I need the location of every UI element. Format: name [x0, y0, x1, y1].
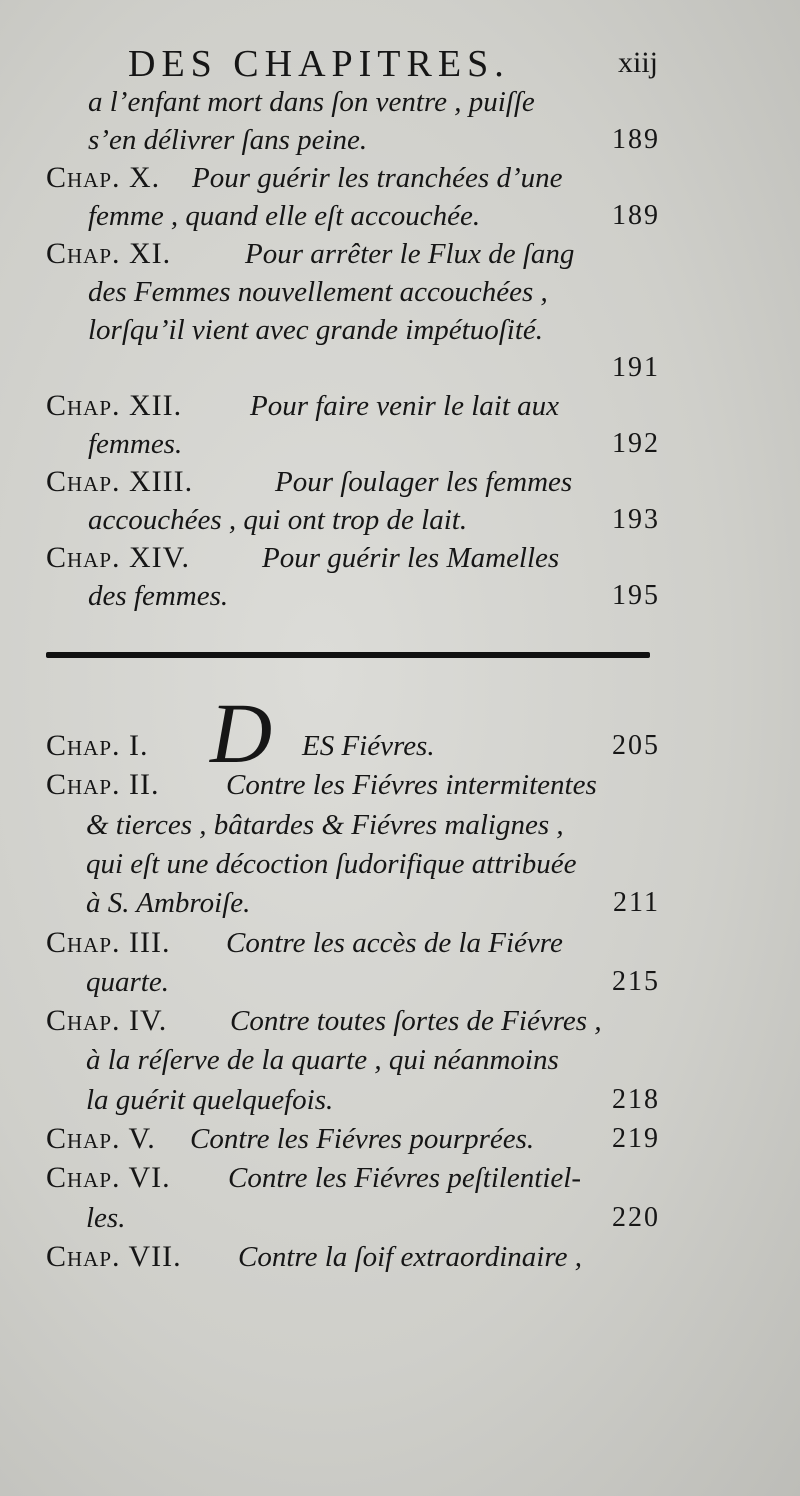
- chapter-title: à la réſerve de la quarte , qui néanmoins: [86, 1044, 559, 1077]
- page-number: 189: [612, 200, 660, 231]
- chapter-title: Contre la ſoif extraordinaire ,: [238, 1240, 582, 1273]
- chapter-number: Chap. XIV.: [46, 541, 190, 574]
- drop-cap: D: [210, 685, 273, 781]
- chapter-number: Chap. X.: [46, 161, 161, 194]
- page-number: 189: [612, 124, 660, 155]
- chapter-title: femmes.: [88, 428, 183, 460]
- chapter-title: Contre toutes ſortes de Fiévres ,: [230, 1005, 602, 1038]
- chapter-title: des femmes.: [88, 580, 229, 612]
- chapter-title: à S. Ambroiſe.: [86, 887, 251, 920]
- toc-line: [0, 234, 660, 274]
- header-title: DES CHAPITRES.: [128, 43, 510, 85]
- toc-line: [0, 500, 660, 540]
- chapter-number: Chap. I.: [46, 729, 149, 762]
- chapter-title: Pour ſoulager les femmes: [275, 466, 573, 498]
- toc-line: [0, 1198, 660, 1238]
- toc-line: [0, 726, 660, 766]
- page-number: 219: [612, 1123, 660, 1154]
- chapter-title: Pour faire venir le lait aux: [250, 390, 560, 422]
- chapter-number: Chap. XI.: [46, 237, 172, 270]
- chapter-number: Chap. VII.: [46, 1239, 182, 1273]
- chapter-title: Contre les accès de la Fiévre: [226, 926, 563, 959]
- chapter-title: Pour guérir les tranchées d’une: [192, 162, 563, 194]
- toc-line: [0, 538, 660, 578]
- page-number: 220: [612, 1201, 660, 1233]
- chapter-title: accouchées , qui ont trop de lait.: [88, 504, 468, 536]
- page-number: 205: [612, 730, 660, 761]
- toc-line: [0, 82, 660, 122]
- toc-line: [0, 883, 660, 923]
- header-page-number: xiij: [617, 46, 658, 79]
- toc-line: [0, 1158, 660, 1198]
- section-divider: [46, 652, 650, 658]
- chapter-number: Chap. XIII.: [46, 465, 194, 498]
- chapter-title: s’en délivrer ſans peine.: [88, 124, 368, 156]
- chapter-title: qui eſt une décoction ſudorifique attribuée: [86, 847, 577, 880]
- chapter-title: femme , quand elle eſt accouchée.: [88, 200, 481, 232]
- chapter-number: Chap. XII.: [46, 389, 183, 422]
- chapter-number: Chap. IV.: [46, 1004, 168, 1038]
- chapter-title: Pour arrêter le Flux de ſang: [245, 238, 575, 270]
- toc-line: [0, 1237, 660, 1277]
- toc-line: [0, 462, 660, 502]
- chapter-number: Chap. VI.: [46, 1161, 171, 1195]
- page-number: 193: [612, 504, 660, 535]
- page-number: 218: [612, 1083, 660, 1115]
- chapter-title: la guérit quelquefois.: [86, 1083, 334, 1116]
- toc-line: [0, 386, 660, 426]
- chapter-title: les.: [86, 1201, 126, 1234]
- toc-line: [0, 1119, 660, 1159]
- toc-line: [0, 310, 660, 350]
- toc-line: [0, 120, 660, 160]
- toc-line: [0, 1080, 660, 1120]
- chapter-title: Contre les Fiévres intermitentes: [226, 769, 597, 802]
- page-number: 195: [612, 580, 660, 611]
- chapter-number: Chap. II.: [46, 768, 160, 802]
- toc-line: [0, 424, 660, 464]
- toc-line: [0, 158, 660, 198]
- page-number: 211: [613, 887, 660, 919]
- chapter-title: Pour guérir les Mamelles: [262, 542, 560, 574]
- chapter-title: & tierces , bâtardes & Fiévres malignes ,: [86, 808, 564, 841]
- chapter-title: des Femmes nouvellement accouchées ,: [88, 276, 548, 308]
- toc-line: [0, 962, 660, 1002]
- toc-line: [0, 348, 660, 388]
- toc-line: [0, 923, 660, 963]
- toc-line: [0, 844, 660, 884]
- toc-line: [0, 1001, 660, 1041]
- toc-line: [0, 196, 660, 236]
- page-number: 215: [612, 965, 660, 997]
- chapter-title: a l’enfant mort dans ſon ventre , puiſſe: [88, 86, 535, 118]
- page-number: 192: [612, 428, 660, 459]
- chapter-title: Contre les Fiévres peſtilentiel-: [228, 1162, 581, 1195]
- chapter-title: lorſqu’il vient avec grande impétuoſité.: [88, 314, 544, 346]
- page-number: 191: [612, 352, 660, 383]
- chapter-title: ES Fiévres.: [302, 730, 435, 762]
- chapter-title: quarte.: [86, 965, 169, 998]
- toc-line: [0, 805, 660, 845]
- toc-line: [0, 272, 660, 312]
- chapter-number: Chap. V.: [46, 1122, 156, 1155]
- toc-line: [0, 765, 660, 805]
- chapter-title: Contre les Fiévres pourprées.: [190, 1123, 535, 1155]
- toc-line: [0, 576, 660, 616]
- toc-line: [0, 1040, 660, 1080]
- chapter-number: Chap. III.: [46, 925, 171, 959]
